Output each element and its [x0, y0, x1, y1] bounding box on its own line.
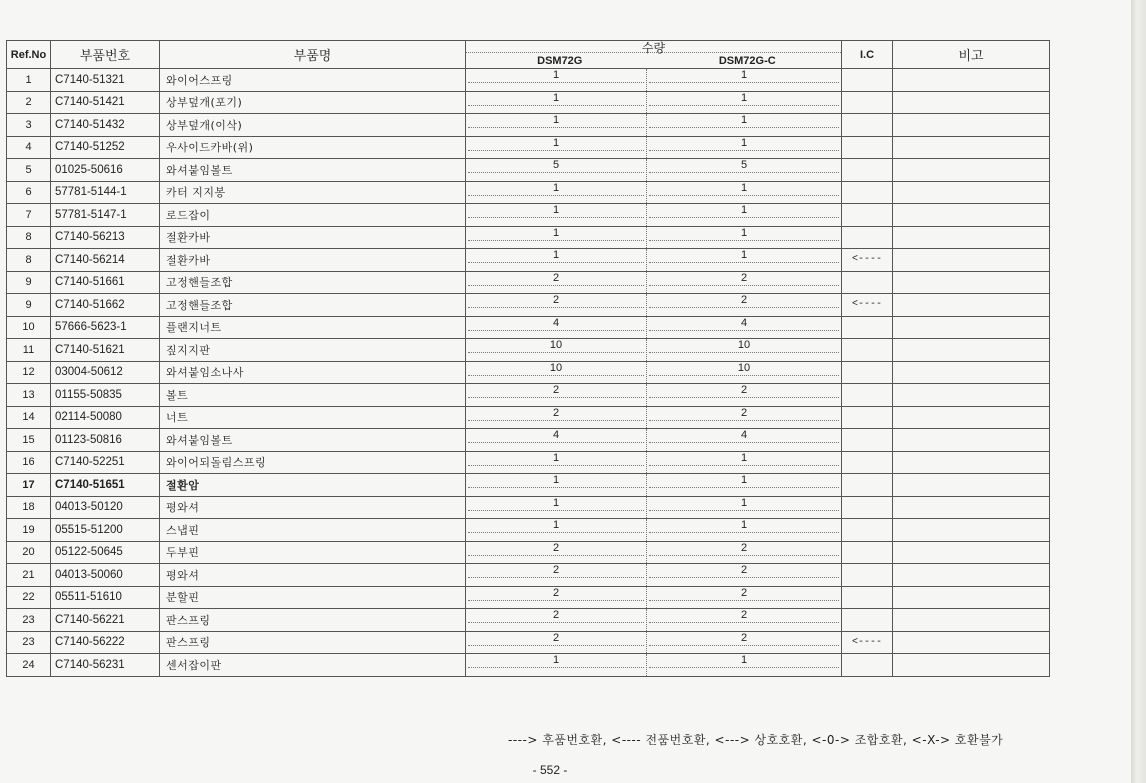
row-qty-dsm72g-c-cell — [647, 339, 842, 362]
row-qty-dsm72g-cell — [466, 429, 647, 452]
row-part-name: 상부덮개(포기) — [160, 91, 466, 114]
row-qty-dsm72g-c: 1 — [649, 249, 839, 263]
row-qty-dsm72g: 2 — [468, 384, 644, 398]
header-quantity-divider — [466, 52, 841, 53]
row-qty-dsm72g-cell — [466, 654, 647, 677]
row-part-name: 평와셔 — [160, 564, 466, 587]
row-note — [893, 451, 1050, 474]
row-qty-dsm72g-c: 2 — [649, 632, 839, 646]
row-qty-dsm72g-c: 10 — [649, 362, 839, 376]
row-ic — [842, 91, 893, 114]
row-qty-dsm72g: 1 — [468, 227, 644, 241]
row-part-name: 분할핀 — [160, 586, 466, 609]
row-qty-dsm72g-c: 1 — [649, 92, 839, 106]
table-row — [7, 181, 1050, 204]
row-part-number: 05122-50645 — [51, 541, 160, 564]
table-row — [7, 541, 1050, 564]
row-qty-dsm72g-c-cell — [647, 226, 842, 249]
row-note — [893, 181, 1050, 204]
row-ref-no: 15 — [7, 429, 51, 452]
row-qty-dsm72g: 10 — [468, 362, 644, 376]
row-part-name: 평와셔 — [160, 496, 466, 519]
row-qty-dsm72g-cell — [466, 271, 647, 294]
row-ref-no: 11 — [7, 339, 51, 362]
row-part-number: C7140-51651 — [51, 474, 160, 497]
row-ref-no: 22 — [7, 586, 51, 609]
row-qty-dsm72g-c-cell — [647, 609, 842, 632]
row-ic — [842, 69, 893, 92]
row-qty-dsm72g: 2 — [468, 407, 644, 421]
row-part-number: C7140-56221 — [51, 609, 160, 632]
table-row — [7, 91, 1050, 114]
row-qty-dsm72g-cell — [466, 339, 647, 362]
row-part-number: C7140-56231 — [51, 654, 160, 677]
row-qty-dsm72g-cell — [466, 204, 647, 227]
row-part-number: C7140-51621 — [51, 339, 160, 362]
row-ref-no: 1 — [7, 69, 51, 92]
row-part-name: 상부덮개(이삭) — [160, 114, 466, 137]
row-qty-dsm72g: 1 — [468, 114, 644, 128]
row-note — [893, 249, 1050, 272]
header-quantity-label: 수량 — [641, 41, 666, 55]
row-qty-dsm72g-c-cell — [647, 271, 842, 294]
row-part-number: 57666-5623-1 — [51, 316, 160, 339]
row-qty-dsm72g: 5 — [468, 159, 644, 173]
row-qty-dsm72g-c: 1 — [649, 182, 839, 196]
row-part-number: 57781-5144-1 — [51, 181, 160, 204]
row-qty-dsm72g-c: 1 — [649, 227, 839, 241]
row-qty-dsm72g-c: 2 — [649, 384, 839, 398]
row-note — [893, 159, 1050, 182]
row-ref-no: 17 — [7, 474, 51, 497]
row-qty-dsm72g: 1 — [468, 249, 644, 263]
row-qty-dsm72g-c: 1 — [649, 654, 839, 668]
table-row — [7, 654, 1050, 677]
row-note — [893, 474, 1050, 497]
row-ic — [842, 339, 893, 362]
row-qty-dsm72g: 4 — [468, 317, 644, 331]
row-ref-no: 8 — [7, 226, 51, 249]
row-qty-dsm72g-c: 1 — [649, 519, 839, 533]
row-note — [893, 654, 1050, 677]
row-ref-no: 23 — [7, 631, 51, 654]
row-qty-dsm72g-c: 1 — [649, 137, 839, 151]
row-qty-dsm72g-cell — [466, 541, 647, 564]
row-qty-dsm72g-cell — [466, 294, 647, 317]
row-part-number: C7140-51662 — [51, 294, 160, 317]
row-note — [893, 271, 1050, 294]
row-qty-dsm72g: 1 — [468, 452, 644, 466]
row-note — [893, 114, 1050, 137]
row-qty-dsm72g-cell — [466, 69, 647, 92]
header-model-dsm72g: DSM72G — [537, 55, 583, 67]
row-ref-no: 24 — [7, 654, 51, 677]
table-body — [7, 69, 1050, 677]
row-ic — [842, 654, 893, 677]
row-qty-dsm72g-cell — [466, 519, 647, 542]
row-part-name: 절환카바 — [160, 226, 466, 249]
row-part-name: 카터 지지봉 — [160, 181, 466, 204]
row-qty-dsm72g: 1 — [468, 519, 644, 533]
table-row — [7, 361, 1050, 384]
row-part-number: C7140-51661 — [51, 271, 160, 294]
row-ref-no: 2 — [7, 91, 51, 114]
row-qty-dsm72g-c: 1 — [649, 474, 839, 488]
row-qty-dsm72g-cell — [466, 226, 647, 249]
row-qty-dsm72g: 2 — [468, 632, 644, 646]
table-row — [7, 519, 1050, 542]
row-part-name: 절환카바 — [160, 249, 466, 272]
row-qty-dsm72g-c: 2 — [649, 542, 839, 556]
row-qty-dsm72g-c-cell — [647, 654, 842, 677]
row-ic — [842, 114, 893, 137]
row-qty-dsm72g-c-cell — [647, 451, 842, 474]
table-row — [7, 69, 1050, 92]
row-qty-dsm72g-c: 2 — [649, 407, 839, 421]
row-note — [893, 429, 1050, 452]
row-ic — [842, 429, 893, 452]
row-qty-dsm72g-c-cell — [647, 204, 842, 227]
row-qty-dsm72g: 1 — [468, 137, 644, 151]
table-row — [7, 429, 1050, 452]
row-qty-dsm72g-cell — [466, 159, 647, 182]
table-row — [7, 271, 1050, 294]
row-part-name: 두부핀 — [160, 541, 466, 564]
row-qty-dsm72g-c-cell — [647, 519, 842, 542]
row-ic — [842, 406, 893, 429]
row-qty-dsm72g: 2 — [468, 609, 644, 623]
row-part-number: 04013-50120 — [51, 496, 160, 519]
row-ic — [842, 496, 893, 519]
row-note — [893, 91, 1050, 114]
row-ref-no: 7 — [7, 204, 51, 227]
row-part-name: 판스프링 — [160, 609, 466, 632]
row-part-number: 05511-51610 — [51, 586, 160, 609]
row-part-name: 고정핸들조합 — [160, 271, 466, 294]
row-ref-no: 5 — [7, 159, 51, 182]
row-note — [893, 496, 1050, 519]
row-ic — [842, 271, 893, 294]
row-qty-dsm72g: 1 — [468, 497, 644, 511]
row-ic: <---- — [842, 294, 893, 317]
row-ic — [842, 204, 893, 227]
row-qty-dsm72g-c: 1 — [649, 69, 839, 83]
row-note — [893, 361, 1050, 384]
row-qty-dsm72g-c-cell — [647, 406, 842, 429]
row-note — [893, 69, 1050, 92]
row-qty-dsm72g: 1 — [468, 92, 644, 106]
page-number: - 552 - — [532, 763, 568, 777]
row-part-number: C7140-56213 — [51, 226, 160, 249]
row-note — [893, 136, 1050, 159]
row-ref-no: 20 — [7, 541, 51, 564]
table-row — [7, 204, 1050, 227]
row-qty-dsm72g-c: 2 — [649, 609, 839, 623]
row-part-name: 와셔붙임볼트 — [160, 159, 466, 182]
header-ref-no: Ref.No — [7, 41, 51, 69]
table-row — [7, 496, 1050, 519]
row-ic — [842, 586, 893, 609]
row-part-name: 판스프링 — [160, 631, 466, 654]
row-qty-dsm72g-c: 4 — [649, 429, 839, 443]
row-ref-no: 4 — [7, 136, 51, 159]
row-ic — [842, 609, 893, 632]
table-header — [7, 41, 1050, 69]
row-part-name: 스냅핀 — [160, 519, 466, 542]
row-qty-dsm72g-cell — [466, 91, 647, 114]
row-qty-dsm72g-cell — [466, 181, 647, 204]
row-part-name: 플랜지너트 — [160, 316, 466, 339]
table-row — [7, 316, 1050, 339]
header-part-number: 부품번호 — [51, 41, 160, 69]
row-note — [893, 541, 1050, 564]
row-ref-no: 16 — [7, 451, 51, 474]
row-part-number: C7140-51321 — [51, 69, 160, 92]
row-part-number: C7140-56222 — [51, 631, 160, 654]
row-part-name: 와셔붙임볼트 — [160, 429, 466, 452]
row-qty-dsm72g-c: 4 — [649, 317, 839, 331]
row-part-name: 볼트 — [160, 384, 466, 407]
row-qty-dsm72g-cell — [466, 609, 647, 632]
row-qty-dsm72g: 1 — [468, 204, 644, 218]
row-qty-dsm72g-c-cell — [647, 294, 842, 317]
row-part-number: 05515-51200 — [51, 519, 160, 542]
row-qty-dsm72g-c-cell — [647, 541, 842, 564]
row-part-number: 03004-50612 — [51, 361, 160, 384]
row-ic — [842, 384, 893, 407]
row-qty-dsm72g: 1 — [468, 474, 644, 488]
row-qty-dsm72g-cell — [466, 136, 647, 159]
row-qty-dsm72g-c-cell — [647, 564, 842, 587]
row-ref-no: 12 — [7, 361, 51, 384]
table-row — [7, 384, 1050, 407]
row-qty-dsm72g-c-cell — [647, 69, 842, 92]
row-qty-dsm72g-cell — [466, 474, 647, 497]
row-qty-dsm72g-c-cell — [647, 316, 842, 339]
row-part-name: 고정핸들조합 — [160, 294, 466, 317]
row-ref-no: 21 — [7, 564, 51, 587]
row-ic — [842, 316, 893, 339]
row-qty-dsm72g-cell — [466, 631, 647, 654]
row-ref-no: 3 — [7, 114, 51, 137]
row-qty-dsm72g-c: 1 — [649, 452, 839, 466]
row-part-name: 로드잡이 — [160, 204, 466, 227]
row-qty-dsm72g-c: 1 — [649, 114, 839, 128]
row-part-number: 57781-5147-1 — [51, 204, 160, 227]
row-part-number: 01123-50816 — [51, 429, 160, 452]
row-note — [893, 226, 1050, 249]
row-qty-dsm72g: 2 — [468, 542, 644, 556]
table-row — [7, 339, 1050, 362]
row-ic: <---- — [842, 631, 893, 654]
row-ref-no: 8 — [7, 249, 51, 272]
row-ic — [842, 136, 893, 159]
table-row — [7, 564, 1050, 587]
row-note — [893, 519, 1050, 542]
row-note — [893, 339, 1050, 362]
row-qty-dsm72g-c: 10 — [649, 339, 839, 353]
row-qty-dsm72g: 2 — [468, 272, 644, 286]
row-qty-dsm72g-c: 2 — [649, 564, 839, 578]
header-ic: I.C — [842, 41, 893, 69]
row-note — [893, 586, 1050, 609]
row-qty-dsm72g: 2 — [468, 564, 644, 578]
row-qty-dsm72g-c-cell — [647, 91, 842, 114]
row-ic — [842, 451, 893, 474]
row-qty-dsm72g: 1 — [468, 69, 644, 83]
row-qty-dsm72g-c-cell — [647, 631, 842, 654]
row-qty-dsm72g-c: 5 — [649, 159, 839, 173]
table-row — [7, 631, 1050, 654]
row-qty-dsm72g-c-cell — [647, 249, 842, 272]
row-qty-dsm72g-c: 2 — [649, 272, 839, 286]
row-part-number: 04013-50060 — [51, 564, 160, 587]
row-qty-dsm72g-cell — [466, 586, 647, 609]
row-ic — [842, 226, 893, 249]
row-qty-dsm72g-c-cell — [647, 496, 842, 519]
table-row — [7, 294, 1050, 317]
row-part-name: 너트 — [160, 406, 466, 429]
row-part-name: 센서잡이판 — [160, 654, 466, 677]
row-part-number: C7140-52251 — [51, 451, 160, 474]
row-note — [893, 316, 1050, 339]
row-qty-dsm72g: 4 — [468, 429, 644, 443]
row-qty-dsm72g-c: 2 — [649, 294, 839, 308]
table-row — [7, 474, 1050, 497]
row-note — [893, 406, 1050, 429]
row-qty-dsm72g-cell — [466, 361, 647, 384]
row-ref-no: 18 — [7, 496, 51, 519]
page-edge — [1131, 0, 1146, 783]
interchangeability-legend: ----> 후품번호환, <---- 전품번호환, <---> 상호호환, <-0-> 조합호환, <-X-> 호환불가 — [508, 733, 1004, 747]
table-row — [7, 451, 1050, 474]
row-qty-dsm72g: 1 — [468, 654, 644, 668]
row-qty-dsm72g-c-cell — [647, 159, 842, 182]
row-ic: <---- — [842, 249, 893, 272]
table-row — [7, 586, 1050, 609]
row-note — [893, 564, 1050, 587]
row-part-name: 와이어스프링 — [160, 69, 466, 92]
row-qty-dsm72g-cell — [466, 451, 647, 474]
row-part-number: 01155-50835 — [51, 384, 160, 407]
row-ic — [842, 181, 893, 204]
header-part-name: 부품명 — [160, 41, 466, 69]
row-qty-dsm72g: 2 — [468, 294, 644, 308]
row-ic — [842, 159, 893, 182]
row-qty-dsm72g-cell — [466, 496, 647, 519]
header-note: 비고 — [893, 41, 1050, 69]
row-note — [893, 294, 1050, 317]
row-note — [893, 609, 1050, 632]
row-qty-dsm72g: 2 — [468, 587, 644, 601]
row-ref-no: 19 — [7, 519, 51, 542]
row-qty-dsm72g-cell — [466, 316, 647, 339]
row-ic — [842, 519, 893, 542]
parts-table — [6, 40, 1050, 677]
row-qty-dsm72g-cell — [466, 384, 647, 407]
row-ref-no: 10 — [7, 316, 51, 339]
row-part-name: 와셔붙임소나사 — [160, 361, 466, 384]
row-ref-no: 23 — [7, 609, 51, 632]
row-note — [893, 204, 1050, 227]
row-qty-dsm72g: 10 — [468, 339, 644, 353]
header-model-dsm72g-c: DSM72G-C — [718, 55, 776, 67]
row-qty-dsm72g-c-cell — [647, 586, 842, 609]
row-part-name: 짚지지판 — [160, 339, 466, 362]
row-qty-dsm72g-c-cell — [647, 181, 842, 204]
row-ref-no: 6 — [7, 181, 51, 204]
row-part-name: 절환암 — [160, 474, 466, 497]
table-row — [7, 136, 1050, 159]
table-row — [7, 114, 1050, 137]
table-row — [7, 609, 1050, 632]
row-part-name: 우사이드카바(위) — [160, 136, 466, 159]
row-part-number: 02114-50080 — [51, 406, 160, 429]
row-ref-no: 13 — [7, 384, 51, 407]
row-qty-dsm72g-c: 2 — [649, 587, 839, 601]
row-qty-dsm72g-cell — [466, 406, 647, 429]
row-qty-dsm72g-c: 1 — [649, 204, 839, 218]
row-note — [893, 631, 1050, 654]
row-qty-dsm72g-c-cell — [647, 361, 842, 384]
row-qty-dsm72g-cell — [466, 564, 647, 587]
table-row — [7, 406, 1050, 429]
row-qty-dsm72g-c-cell — [647, 384, 842, 407]
row-ic — [842, 361, 893, 384]
row-ic — [842, 541, 893, 564]
row-part-number: C7140-51252 — [51, 136, 160, 159]
row-qty-dsm72g-c-cell — [647, 114, 842, 137]
table-row — [7, 249, 1050, 272]
row-qty-dsm72g-c-cell — [647, 474, 842, 497]
header-quantity — [466, 41, 842, 69]
table-row — [7, 226, 1050, 249]
row-qty-dsm72g-c-cell — [647, 429, 842, 452]
row-ref-no: 9 — [7, 294, 51, 317]
row-note — [893, 384, 1050, 407]
row-qty-dsm72g-cell — [466, 114, 647, 137]
row-qty-dsm72g: 1 — [468, 182, 644, 196]
row-part-number: 01025-50616 — [51, 159, 160, 182]
row-ic — [842, 474, 893, 497]
row-part-number: C7140-51421 — [51, 91, 160, 114]
row-ic — [842, 564, 893, 587]
row-part-name: 와이어되돌림스프링 — [160, 451, 466, 474]
row-qty-dsm72g-cell — [466, 249, 647, 272]
row-qty-dsm72g-c-cell — [647, 136, 842, 159]
row-part-number: C7140-51432 — [51, 114, 160, 137]
table-row — [7, 159, 1050, 182]
row-ref-no: 14 — [7, 406, 51, 429]
row-part-number: C7140-56214 — [51, 249, 160, 272]
row-qty-dsm72g-c: 1 — [649, 497, 839, 511]
row-ref-no: 9 — [7, 271, 51, 294]
